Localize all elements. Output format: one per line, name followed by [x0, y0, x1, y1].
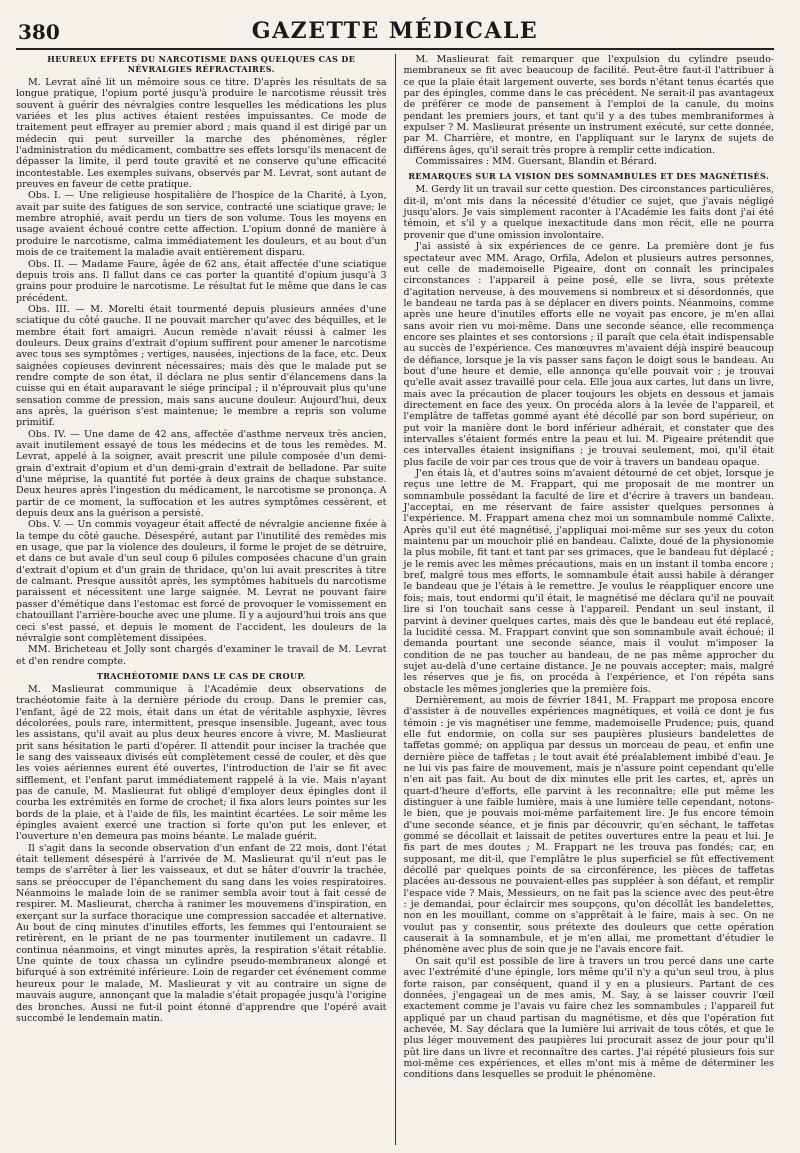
observation-3: Obs. III. — M. Morelti était tourmenté depuis plusieurs années d'une sciatique du côté gauche. Il ne pouvait marcher qu'avec des béquilles, et le membre était fort amaigri. Aucun remède n'avait réussi à calmer les douleurs. Deux grains d'extrait d'opium suffirent pour amener le narcotisme avec tous ses symptômes ; vertiges, nausées, injections de la face, etc. Deux saignées copieuses devinrent nécessaires; mais dès que le malade put se rendre compte de son état, il déclara ne plus sentir d'élancemens dans la cuisse qui en était auparavant le siége principal ; il n'éprouvait plus qu'une sensation comme de pression, mais sans aucune douleur. Aujourd'hui, deux ans après, la guérison s'est maintenue; le membre a repris son volume primitif.: [16, 303, 387, 429]
croup-commission: Commissaires : MM. Guersant, Blandin et Bérard.: [415, 156, 658, 168]
observation-2: Obs. II. — Madame Faure, âgée de 62 ans, était affectée d'une sciatique depuis trois ans. Il fallut dans ce cas porter la quantité d'opium jusqu'à 3 grains pour produire le narcotisme. Le résultat fut le même que dans le cas précédent.: [16, 258, 387, 304]
vision-paragraph-4: Dernièrement, au mois de février 1841, M. Frappart me proposa encore d'assister à de nouvelles expériences magnétiques, et voilà ce dont je fus témoin : je vis magnétiser une femme, mademoiselle Prudence; puis, quand elle fut endormie, on colla sur ses paupières plusieurs bandelettes de taffetas gommé; on appliqua par dessus un morceau de peau, et enfin une dernière pièce de taffetas ; le tout avait été préalablement imbibé d'eau. Je ne lui vis pas faire de mouvement, mais je n'assure point cependant qu'elle n'en ait pas fait. Au bout de dix minutes elle prit les cartes, et, après un quart-d'heure d'efforts, elle parvint à les reconnaître; elle put même les distinguer à une faible lumière, mais à une lumière telle cependant, notons-le bien, que je pouvais moi-même parfaitement lire. Je fus encore témoin d'une seconde séance, et je finis par découvrir, qu'en séchant, le taffetas gommé se décollait et laissait de petites ouvertures entre la peau et lui. Je fis part de mes doutes ; M. Frappart ne les trouva pas fondés; car, en supposant, me dit-il, que l'emplâtre le plus superficiel se fût effectivement décollé par quelques points de sa circonférence, les pièces de taffetas placées au-dessous ne pouvaient-elles pas suppléer à son défaut, et remplir l'espace vide ? Mais, Messieurs, on ne fait pas la science avec des peut-être : je demandai, pour éclaircir mes soupçons, qu'on décollât les bandelettes, non en les mouillant, comme on s'apprêtait à le faire, mais à sec. On ne voulut pas y consentir, sous prétexte des douleurs que cette opération causerait à la somnambule, et je m'en allai, me promettant d'étudier le phénomène avec plus de soin que je ne l'avais encore fait.: [403, 694, 774, 956]
observation-5: Obs. V. — Un commis voyageur était affecté de névralgie ancienne fixée à la tempe du côté gauche. Désespéré, autant par l'inutilité des remèdes mis en usage, que par la violence des douleurs, il forme le projet de se détruire, et dans ce but avale d'un seul coup 6 pilules composées chacune d'un grain d'extrait d'opium et d'un grain de thridace, qu'on lui avait prescrites à titre de calmant. Presque aussitôt après, les symptômes habituels du narcotisme paraissent et nécessitent une large saignée. M. Levrat ne pouvant faire passer d'émétique dans l'estomac est forcé de provoquer le vomissement en chatouillant l'arrière-bouche avec une plume. Il y a aujourd'hui trois ans que ceci s'est passé, et depuis le moment de l'accident, les douleurs de la névralgie sont complètement dissipées.: [16, 519, 387, 644]
croup-paragraph-3: M. Maslieurat fait remarquer que l'expulsion du cylindre pseudo-membraneux se fit avec beaucoup de facilité. Peut-être faut-il l'attribuer à ce que la plaie était largement ouverte, ses bords n'étant tenus écartés que par des épingles, comme dans le cas précédent. Ne serait-il pas avantageux de préférer ce mode de pansement à l'emploi de la canule, du moins pendant les premiers jours, et tant qu'il y a des tubes membraniformes à expulser ? M. Maslieurat présente un instrument exécuté, sur cette donnée, par M. Charrière, et montre, en l'appliquant sur le larynx de sujets de différens âges, qu'il serait très propre à remplir cette indication.: [403, 54, 774, 156]
observation-4: Obs. IV. — Une dame de 42 ans, affectée d'asthme nerveux très ancien, avait inutilement essayé de tous les médecins et de tous les remèdes. M. Levrat, appelé à la soigner, avait prescrit une pilule composée d'un demi-grain d'extrait d'opium et d'un demi-grain d'extrait de belladone. Par suite d'une méprise, la quantité fut portée à deux grains de chaque substance. Deux heures après l'ingestion du médicament, le narcotisme se prononça. A partir de ce moment, la suffocation et les autres symptômes cessèrent, et depuis deux ans la guérison a persisté.: [16, 428, 387, 520]
vision-paragraph-5: On sait qu'il est possible de lire à travers un trou percé dans une carte avec l'extrémité d'une épingle, lors même qu'il n'y a qu'un seul trou, à plus forte raison, par conséquent, quand il y en a plusieurs. Partant de ces données, j'engageai un de mes amis, M. Say, à se laisser couvrir l'œil exactement comme je l'avais vu faire chez les somnambules ; l'appareil fut appliqué par un chaud partisan du magnétisme, et dès que l'opération fut achevée, M. Say déclara que la lumière lui arrivait de tous côtés, et que le plus léger mouvement des paupières lui procurait assez de jour pour qu'il pût lire dans un livre et reconnaître des cartes. J'ai répété plusieurs fois sur moi-même ces expériences, et elles m'ont mis à même de déterminer les conditions dans lesquelles se produit le phénomène.: [403, 955, 774, 1081]
croup-paragraph-1: M. Maslieurat communique à l'Académie deux observations de trachéotomie faite à la dernière période du croup. Dans le premier cas, l'enfant, âgé de 22 mois, était dans un état de véritable asphyxie, lèvres décolorées, pouls rare, intermittent, presque insensible. Jugeant, avec tous les assistans, qu'il avait au plus deux heures encore à vivre, M. Maslieurat prit sans hésitation le parti d'opérer. Il attendit pour inciser la trachée que le sang des vaisseaux divisés eût complètement cessé de couler, et dès que les voies aériennes eurent été ouvertes, l'introduction de l'air se fit avec sifflement, et l'enfant parut immédiatement rappelé à la vie. Mais n'ayant pas de canule, M. Maslieurat fut obligé d'employer deux épingles dont il courba les extrémités en forme de crochet; il fixa alors leurs pointes sur les bords de la plaie, et à l'aide de fils, les maintint écartées. Le soir même les épingles avaient exercé une traction si forte qu'on put les enlever, et l'ouverture n'en demeura pas moins béante. Le malade guérit.: [16, 683, 387, 843]
right-column: [395, 54, 775, 1145]
croup-heading: TRACHÉOTOMIE DANS LE CAS DE CROUP.: [96, 670, 306, 681]
vision-paragraph-3: J'en étais là, et d'autres soins m'avaient détourné de cet objet, lorsque je reçus une lettre de M. Frappart, qui me proposait de me montrer un somnambule possédant la faculté de lire et d'écrire à travers un bandeau. J'acceptai, en me réservant de faire assister quelques personnes à l'expérience. M. Frappart amena chez moi un somnambule nommé Calixte. Après qu'il eut été magnétisé, j'appliquai moi-même sur ses yeux du coton maintenu par un mouchoir plié en bandeau. Calixte, doué de la physionomie la plus mobile, fit tant et tant par ses grimaces, que le bandeau fut déplacé ; je le remis avec les mêmes précautions, mais en un instant il tomba encore ; bref, malgré tous mes efforts, le somnambule était aussi habile à déranger le bandeau que je l'étais à le remettre. Je voulus le réappliquer encore une fois; mais, tout endormi qu'il était, le magnétisé me déclara qu'il ne pouvait lire si l'on touchait sans cesse à l'appareil. Pendant un seul instant, il parvint à deviner quelques cartes, mais dès que le bandeau eut été replacé, la lucidité cessa. M. Frappart convint que son somnambule avait échoué; il demanda pourtant une seconde séance, mais il voulut m'imposer la condition de ne pas toucher au bandeau, de ne pas même approcher du sujet au-delà d'une certaine distance. Je ne pouvais accepter; mais, malgré les réserves que je fis, on procéda à l'expérience, et l'on répéta sans obstacle les mêmes jongleries que la première fois.: [403, 468, 774, 695]
article-columns: [16, 54, 774, 1145]
narcotism-heading: HEUREUX EFFETS DU NARCOTISME DANS QUELQUES CAS DE NÉVRALGIES RÉFRACTAIRES.: [47, 54, 356, 74]
page-number: 380: [18, 20, 60, 44]
vision-paragraph-2: J'ai assisté à six expériences de ce genre. La première dont je fus spectateur avec MM. Arago, Orfila, Adelon et plusieurs autres personnes, eut celle de mademoiselle Pigeaire, dont on connaît les principales circonstances : l'appareil à peine posé, elle se livra, sous prétexte d'agitation nerveuse, à des mouvemens si nombreux et si désordonnés, que le bandeau ne tarda pas à se déplacer en divers points. Néanmoins, comme après une heure d'inutiles efforts elle ne voyait pas encore, je m'en allai sans avoir rien vu moi-même. Dans une seconde séance, elle recommença encore ses plaintes et ses contorsions ; il paraît que cela était indispensable au succès de l'expérience. Ces manœuvres m'avaient déjà inspiré beaucoup de défiance, lorsque je la vis passer sans façon le doigt sous le bandeau. Au bout d'une heure et demie, elle annonça qu'elle pouvait voir ; je trouvai qu'elle avait assez travaillé pour cela. Elle joua aux cartes, lut dans un livre, mais avec la précaution de placer toujours les objets en dessous et jamais directement en face des yeux. On procéda alors à la levée de l'appareil, et l'emplâtre de taffetas gommé ayant été décollé par son bord supérieur, on put voir la manière dont le bord inférieur adhérait, et constater que des intervalles s'étaient formés entre la peau et lui. M. Pigeaire prétendit que ces intervalles étaient insignifians ; je trouvai seulement, moi, qu'il était plus facile de voir par ces trous que de voir à travers un bandeau opaque.: [403, 241, 774, 468]
vision-paragraph-1: M. Gerdy lit un travail sur cette question. Des circonstances particulières, dit-il, m'ont mis dans la nécessité d'étudier ce sujet, que j'avais négligé jusqu'alors. Je vais simplement raconter à l'Académie les faits dont j'ai été témoin, et s'il y a quelque inexactitude dans mon récit, elle ne pourra provenir que d'une omission involontaire.: [403, 184, 774, 241]
croup-paragraph-2: Il s'agit dans la seconde observation d'un enfant de 22 mois, dont l'état était tellement désespéré à l'arrivée de M. Maslieurat qu'il n'eut pas le temps de s'arrêter à lier les vaisseaux, et dut se hâter d'ouvrir la trachée, sans se préoccuper de l'épanchement du sang dans les voies respiratoires. Néanmoins le malade loin de se ranimer sembla avoir tout à fait cessé de respirer. M. Maslieurat, chercha à ranimer les mouvemens d'inspiration, en exerçant sur la surface thoracique une compression saccadée et alternative. Au bout de cinq minutes d'inutiles efforts, les femmes qui l'entouraient se retirèrent, en le priant de ne pas tourmenter inutilement un cadavre. Il continua néanmoins, et vingt minutes après, la respiration s'était rétablie. Une quinte de toux chassa un cylindre pseudo-membraneux alongé et bifurqué à son extrémité inférieure. Loin de regarder cet événement comme heureux pour le malade, M. Maslieurat y vit au contraire un signe de mauvais augure, annonçant que la maladie s'était propagée jusqu'à l'origine des bronches. Aussi ne fut-il point étonné d'apprendre que l'opéré avait succombé le lendemain matin.: [16, 842, 387, 1024]
page-header: [16, 14, 774, 50]
journal-title: GAZETTE MÉDICALE: [251, 18, 539, 44]
left-column: [16, 54, 395, 1145]
narcotism-commission: MM. Bricheteau et Jolly sont chargés d'examiner le travail de M. Levrat et d'en rendre compte.: [16, 644, 387, 667]
vision-heading: REMARQUES SUR LA VISION DES SOMNAMBULES ET DES MAGNÉTISÉS.: [408, 171, 770, 182]
narcotism-intro: M. Levrat aîné lit un mémoire sous ce titre. D'après les résultats de sa longue pratique, l'opium porté jusqu'à produire le narcotisme réussit très souvent à guérir des névralgies contre lesquelles les médications les plus variées et les plus actives étaient restées impuissantes. Ce mode de traitement peut effrayer au premier abord ; mais quand il est dirigé par un médecin qui peut surveiller la marche des phénomènes, régler l'administration du médicament, combattre ses effets lorsqu'ils menacent de dépasser la limite, il perd toute gravité et ne conserve qu'une efficacité incontestable. Les exemples suivans, observés par M. Levrat, sont autant de preuves en faveur de cette pratique.: [16, 77, 387, 191]
observation-1: Obs. I. — Une religieuse hospitalière de l'hospice de la Charité, à Lyon, avait par suite des fatigues de son service, contracté une sciatique grave; le membre atrophié, avait perdu un tiers de son volume. Tous les moyens en usage avaient échoué contre cette affection. L'opium donné de manière à produire le narcotisme, calma immédiatement les douleurs, et au bout d'un mois de ce traitement la maladie avait entièrement disparu.: [16, 190, 387, 259]
